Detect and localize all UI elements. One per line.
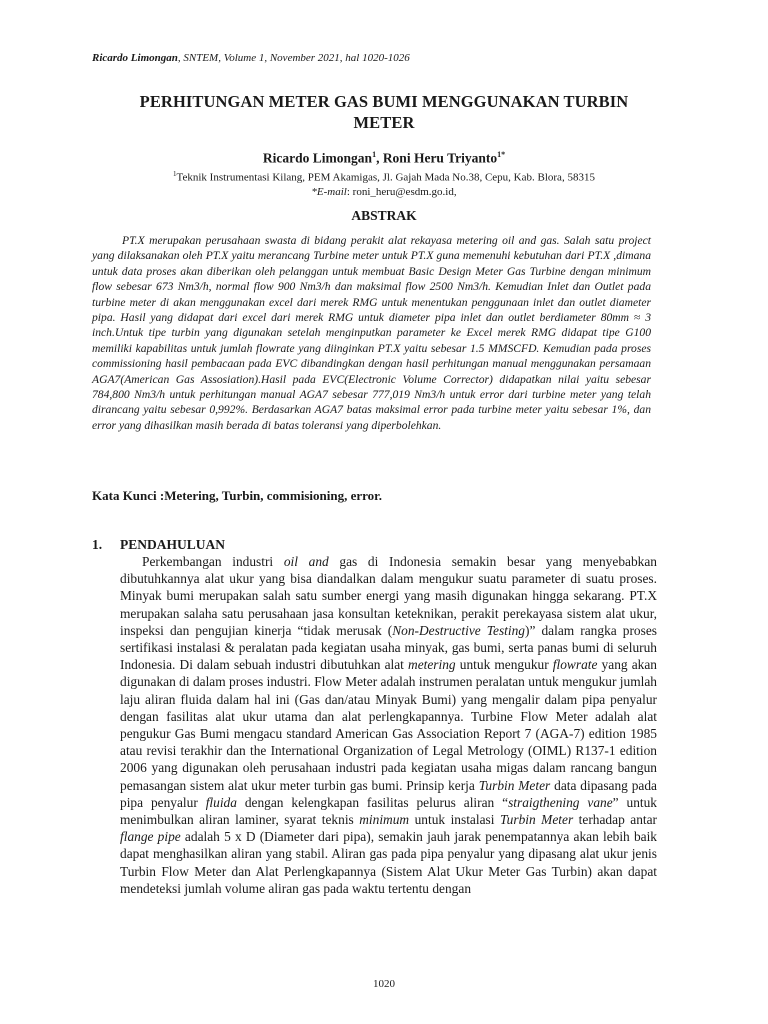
intro-text-4: untuk mengukur — [455, 657, 553, 673]
email-address: : roni_heru@esdm.go.id, — [346, 185, 457, 198]
keywords: Kata Kunci :Metering, Turbin, commisioning, error. — [92, 488, 382, 503]
intro-paragraph — [120, 553, 657, 897]
section-title: PENDAHULUAN — [120, 537, 226, 552]
intro-italic-4: flowrate — [552, 657, 598, 673]
header-author: Ricardo Limongan — [92, 52, 178, 64]
intro-italic-2: Non-Destructive Testing — [392, 622, 525, 638]
affiliation-block — [92, 167, 676, 199]
intro-text-8: ” untuk menimbulkan aliran laminer, syarat teknis — [120, 794, 658, 828]
intro-text-10: terhadap antar — [573, 812, 658, 828]
author-list — [92, 150, 676, 167]
email-label: *E-mail — [311, 185, 347, 198]
intro-italic-3: metering — [408, 657, 456, 673]
header-citation: , SNTEM, Volume 1, November 2021, hal 1020-1026 — [177, 52, 410, 64]
section-number: 1. — [92, 537, 103, 552]
intro-text-3: )” dalam rangka proses sertifikasi instalasi & peralatan pada kegiatan usaha minyak, gas bumi, serta panas bumi di seluruh Indonesia. Di dalam sebuah industri dibutuhkan alat — [120, 622, 657, 673]
author-1-affiliation-mark: 1 — [372, 150, 377, 159]
email-line — [92, 185, 676, 199]
intro-text-6: data dipasang pada pipa penyalur — [120, 777, 658, 810]
intro-text-7: dengan kelengkapan fasilitas pelurus aliran “ — [236, 794, 509, 810]
author-2: Roni Heru Triyanto — [382, 150, 498, 166]
running-header — [92, 52, 410, 64]
intro-italic-5: Turbin Meter — [478, 777, 551, 793]
intro-text-1: Perkembangan industri — [142, 554, 284, 569]
paper-title — [100, 91, 668, 133]
intro-text-5: yang akan digunakan di dalam proses industri. Flow Meter adalah instrumen peralatan untuk mengukur jumlah laju aliran fluida dalam hal ini (Gas dan/atau Minyak Bumi) yang mengalir dalam pipa penyalur dengan fasilitas alat ukur utama dan alat perlengkapannya. Turbine Flow Meter adalah alat pengukur Gas Bumi mengacu standard American Gas Association Report 7 (AGA-7) edition 1985 atau revisi terakhir dan the International Organization of Legal Metrology (OIML) R137-1 edition 2006 yang digunakan oleh perusahaan industri pada kegiatan usaha migas dalam rancang bangun pemasangan sistem alat ukur meter turbin gas bumi. Prinsip kerja — [120, 657, 657, 793]
affiliation-text: Teknik Instrumentasi Kilang, PEM Akamigas, Jl. Gajah Mada No.38, Cepu, Kab. Blora, 58315 — [176, 171, 595, 184]
section-heading — [92, 537, 225, 553]
intro-italic-9: Turbin Meter — [499, 812, 574, 828]
abstract-text: PT.X merupakan perusahaan swasta di bidang perakit alat rekayasa metering oil and gas. Salah satu project yang dilaksanakan oleh PT.X yaitu merancang Turbine meter untuk PT.X guna memenuhi kebutuhan dari PT.X ,dimana untuk data proses akan diberikan oleh pelanggan untuk membuat Basic Design Meter Gas Turbine dengan minimum flow sebesar 673 Nm3/h, normal flow 900 Nm3/h dan maksimal flow 2500 Nm3/h. Kemudian Inlet dan Outlet pada turbine meter di akan menggunakan excel dari merek RMG untuk menentukan penggunaan inlet dan outlet diameter pipa. Hasil yang didapat dari excel dari merek RMG untuk diameter pipa inlet dan outlet berdiameter 80mm ≈ 3 inch.Untuk tipe turbin yang digunakan setelah menginputkan parameter ke Excel merek RMG didapat tipe G100 memiliki kapabilitas untuk jumlah flowrate yang diinginkan PT.X yaitu sebesar 1.5 MMSCFD. Kemudian pada proses commissioning hasil pembacaan pada EVC dibandingkan dengan hasil perhitungan manual menggunakan persamaan AGA7(American Gas Assosiation).Hasil pada EVC(Electronic Volume Corrector) didapatkan nilai yaitu sebesar 784,800 Nm3/h untuk perhitungan manual AGA7 sebesar 777,019 Nm3/h untuk error dari turbine meter yang telah dirancang yaitu sebesar 0,992%. Berdasarkan AGA7 batas maksimal error pada turbine meter yaitu sebesar 1%, dan error yang dihasilkan masih berada di batas toleransi yang diperbolehkan. — [92, 234, 651, 432]
intro-text-2: gas di Indonesia semakin besar yang menyebabkan dibutuhkannya alat ukur yang bisa diandalkan dalam mengukur suatu parameter di suatu proses. Minyak bumi merupakan salah satu sumber energi yang masih digunakan hingga sekarang. PT.X merupakan salaha satu perusahaan jasa konsultan keteknikan, perakit perekayasa sistem alat ukur, inspeksi dan pengujian kinerja “tidak merusak ( — [120, 554, 657, 638]
page-number: 1020 — [373, 978, 395, 990]
intro-italic-8: minimum — [359, 812, 410, 828]
intro-italic-10: flange pipe — [120, 829, 181, 845]
intro-italic-6: fluida — [205, 794, 237, 810]
intro-italic-1: oil and — [283, 554, 329, 569]
abstract-heading: ABSTRAK — [351, 208, 417, 223]
intro-text-11: adalah 5 x D (Diameter dari pipa), semakin jauh jarak penempatannya akan lebih baik dapat menghasilkan aliran yang stabil. Aliran gas pada pipa penyalur yang dipasang alat ukur jenis Turbin Flow Meter dan Alat Perlengkapannya (Sistem Alat Ukur Meter Gas Turbin) akan dapat mendeteksi jumlah volume aliran gas pada waktu tertentu dengan — [120, 829, 658, 896]
author-separator: , — [376, 150, 383, 166]
intro-italic-7: straigthening vane — [508, 794, 613, 810]
author-2-affiliation-mark: 1* — [497, 150, 506, 159]
author-1: Ricardo Limongan — [262, 150, 373, 166]
title-line-1: PERHITUNGAN METER GAS BUMI MENGGUNAKAN TURBIN — [139, 92, 629, 111]
affiliation-line — [92, 167, 676, 185]
affiliation-mark: 1 — [173, 170, 177, 178]
title-line-2: METER — [353, 113, 415, 132]
intro-text-9: untuk instalasi — [409, 812, 500, 828]
